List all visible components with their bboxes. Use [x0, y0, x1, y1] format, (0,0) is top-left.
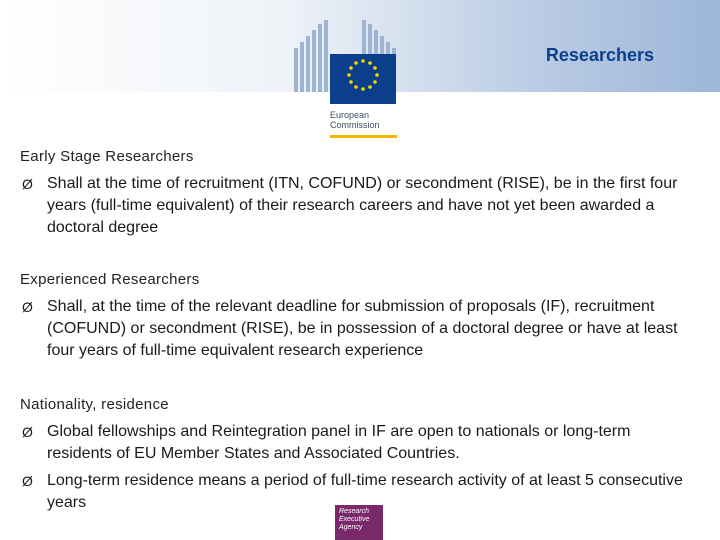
rea-logo-line-1: Research	[339, 508, 369, 515]
logo-line-2: Commission	[330, 120, 380, 130]
bullet-text: Global fellowships and Reintegration panel in IF are open to nationals or long-term residents of EU Member States and Associated Countries.	[47, 423, 631, 462]
logo-line-1: European	[330, 110, 370, 120]
bullet-text: Shall at the time of recruitment (ITN, COFUND) or secondment (RISE), be in the first four years (full-time equivalent) of their research careers and have not yet been awarded a doctoral degree	[47, 175, 678, 236]
bullet-global-fellowships	[22, 421, 694, 465]
logo-underline	[330, 135, 397, 138]
bullet-arrow-icon: Ø	[22, 473, 33, 489]
rea-logo-line-2: Executive	[339, 516, 370, 523]
logo-text	[330, 110, 380, 130]
bullet-arrow-icon: Ø	[22, 424, 33, 440]
bullet-arrow-icon: Ø	[22, 176, 33, 192]
bullet-arrow-icon: Ø	[22, 299, 33, 315]
rea-logo	[335, 505, 383, 540]
bullet-early-stage	[22, 173, 694, 239]
rea-logo-line-3: Agency	[339, 524, 363, 531]
section-heading-early-stage: Early Stage Researchers	[20, 148, 194, 165]
bullet-text: Long-term residence means a period of full-time research activity of at least 5 consecutive years	[47, 472, 683, 511]
section-heading-nationality: Nationality, residence	[20, 396, 169, 413]
section-heading-experienced: Experienced Researchers	[20, 271, 200, 288]
bullet-experienced	[22, 296, 694, 362]
bullet-text: Shall, at the time of the relevant deadline for submission of proposals (IF), recruitment (COFUND) or secondment (RISE), be in possession of a doctoral degree or have at least four years of full-time equivalent research experience	[47, 298, 678, 359]
slide-title: Researchers	[545, 45, 654, 65]
